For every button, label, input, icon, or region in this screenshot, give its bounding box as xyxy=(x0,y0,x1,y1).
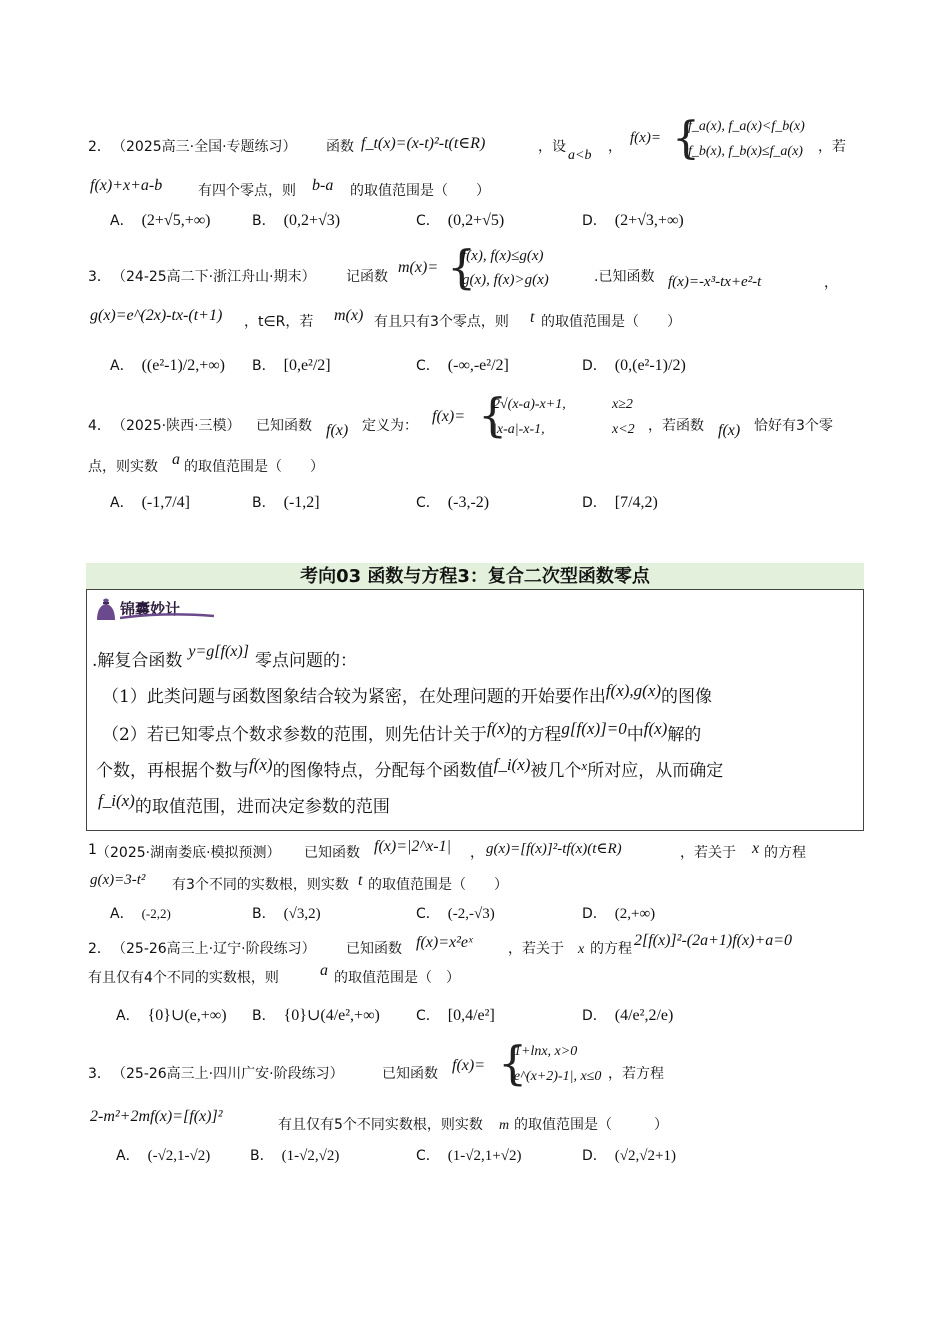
formula-g: g(x)=e^(2x)-tx-(t+1) xyxy=(90,307,223,324)
option-d[interactable]: D． (√2,√2+1) xyxy=(582,1148,676,1164)
question-text: 的取值范围是（ ） xyxy=(514,1117,668,1133)
piecewise-brace: { xyxy=(498,1036,528,1090)
option-b[interactable]: B． (1-√2,√2) xyxy=(250,1148,340,1164)
piecewise-cond-1: x≥2 xyxy=(612,397,633,412)
question-source: （2025高三·全国·专题练习） xyxy=(112,139,297,155)
formula-g: g(x)=[f(x)]²-tf(x)(t∈R) xyxy=(486,841,622,857)
piecewise-line-1: f_a(x), f_a(x)<f_b(x) xyxy=(688,119,805,134)
formula-line2: g(x)=3-t² xyxy=(90,872,146,888)
question-number: 4． xyxy=(88,418,111,434)
question-text: 记函数 xyxy=(346,269,388,285)
option-c[interactable]: C． [0,4/e²] xyxy=(416,1007,495,1024)
formula-f: f(x)=-x³-tx+e²-t xyxy=(668,274,762,290)
option-d[interactable]: D． (2,+∞) xyxy=(582,906,656,922)
question-text: ，t∈R，若 xyxy=(244,314,314,330)
formula-x: x xyxy=(752,840,760,857)
question-text: ， xyxy=(470,845,484,861)
formula-m-lhs: m(x)= xyxy=(398,259,439,276)
tip-line-3: （2）若已知零点个数求参数的范围，则先估计关于f(x)的方程g[f(x)]=0中f(x)解的 xyxy=(102,719,702,745)
formula-line2: f(x)+x+a-b xyxy=(90,177,163,194)
option-c[interactable]: C． (-2,-√3) xyxy=(416,906,495,922)
question-text: ，若关于 xyxy=(680,845,736,861)
formula-equation: 2[f(x)]²-(2a+1)f(x)+a=0 xyxy=(634,932,793,949)
formula-a: a xyxy=(172,451,180,468)
formula-f-lhs: f(x)= xyxy=(630,130,661,146)
option-d[interactable]: D． (0,(e²-1)/2) xyxy=(582,357,686,374)
question-text: ，若函数 xyxy=(648,418,704,434)
question-text: 定义为： xyxy=(362,418,418,434)
question-text: ，设 xyxy=(538,139,566,155)
question-text: 点，则实数 xyxy=(88,459,158,475)
section-title: 考向03 函数与方程3：复合二次型函数零点 xyxy=(86,563,864,589)
question-text: ，若方程 xyxy=(608,1066,664,1082)
option-d[interactable]: D． (2+√3,+∞) xyxy=(582,212,684,229)
option-c[interactable]: C． (1-√2,1+√2) xyxy=(416,1148,522,1164)
formula-a: a xyxy=(320,962,328,979)
option-b[interactable]: B． [0,e²/2] xyxy=(252,357,331,374)
option-b[interactable]: B． (-1,2] xyxy=(252,494,320,511)
piecewise-line-2: f_b(x), f_b(x)≤f_a(x) xyxy=(688,144,803,159)
piecewise-brace: { xyxy=(478,388,508,442)
formula-t: t xyxy=(530,309,535,326)
formula-f-lhs: f(x)= xyxy=(452,1057,485,1074)
question-source: （24-25高二下·浙江舟山·期末） xyxy=(112,269,316,285)
option-c[interactable]: C． (-∞,-e²/2] xyxy=(416,357,509,374)
tip-line-1: .解复合函数 y=g[f(x)] 零点问题的： xyxy=(92,642,357,671)
formula-fx: f(x) xyxy=(718,422,741,439)
option-a[interactable]: A． (-√2,1-√2) xyxy=(116,1148,211,1164)
piecewise-expr-2: |x-a|-x-1, xyxy=(493,422,545,437)
question-text: ， xyxy=(608,139,622,155)
question-text: 的取值范围是（ ） xyxy=(368,877,508,893)
question-text: 恰好有3个零 xyxy=(754,418,833,434)
formula-m: m(x) xyxy=(334,307,364,324)
piecewise-brace: { xyxy=(447,240,477,294)
question-source: （25-26高三上·辽宁·阶段练习） xyxy=(112,941,316,957)
question-text: ， xyxy=(824,275,838,291)
logo-text: 锦囊妙计 xyxy=(120,600,181,618)
question-text: ，若 xyxy=(818,139,846,155)
question-text: 的取值范围是（ ） xyxy=(541,314,681,330)
tip-line-2: （1）此类问题与函数图象结合较为紧密，在处理问题的开始要作出f(x),g(x)的图像 xyxy=(102,681,713,707)
question-source: （25-26高三上·四川广安·阶段练习） xyxy=(112,1066,344,1082)
formula-f: f(x)=|2^x-1| xyxy=(374,838,451,855)
formula-fx: f(x) xyxy=(326,422,349,439)
piecewise-line-2: |e^(x+2)-1|, x≤0 xyxy=(510,1069,602,1084)
option-a[interactable]: A． {0}∪(e,+∞) xyxy=(116,1007,227,1024)
tip-line-5: f_i(x)的取值范围，进而决定参数的范围 xyxy=(98,791,390,817)
formula-t: t xyxy=(358,872,363,889)
formula-m: m xyxy=(499,1118,510,1133)
option-b[interactable]: B． {0}∪(4/e²,+∞) xyxy=(252,1007,380,1024)
question-number: 1 xyxy=(88,842,97,858)
question-source: （2025·湖南娄底·模拟预测） xyxy=(96,845,281,861)
option-d[interactable]: D． (4/e²,2/e) xyxy=(582,1007,674,1024)
question-number: 2． xyxy=(88,139,111,155)
piecewise-line-1: f(x), f(x)≤g(x) xyxy=(462,248,544,264)
money-bag-icon xyxy=(94,593,218,623)
question-number: 3． xyxy=(88,1066,111,1082)
option-c[interactable]: C． (0,2+√5) xyxy=(416,212,505,229)
question-text: 已知函数 xyxy=(256,418,312,434)
question-text: 的方程 xyxy=(590,941,632,957)
question-text: 有3个不同的实数根，则实数 xyxy=(172,877,349,893)
option-a[interactable]: A． (2+√5,+∞) xyxy=(110,212,211,229)
tip-line-4: 个数，再根据个数与f(x)的图像特点，分配每个函数值f_i(x)被几个$^x$所对应，从而确定 xyxy=(96,755,724,781)
option-a[interactable]: A． (-2,2) xyxy=(110,906,171,922)
formula-f-lhs: f(x)= xyxy=(432,408,465,425)
option-a[interactable]: A． (-1,7/4] xyxy=(110,494,191,511)
piecewise-line-1: 1+lnx, x>0 xyxy=(514,1044,578,1059)
option-a[interactable]: A． ((e²-1)/2,+∞) xyxy=(110,357,225,374)
question-text: 函数 xyxy=(326,139,354,155)
question-text: 有且仅有5个不同实数根，则实数 xyxy=(278,1117,483,1133)
piecewise-expr-1: 2√(x-a)-x+1, xyxy=(493,397,566,412)
question-text: 的取值范围是（ ） xyxy=(350,183,490,199)
formula-line2: 2-m²+2mf(x)=[f(x)]² xyxy=(90,1108,223,1125)
option-c[interactable]: C． (-3,-2) xyxy=(416,494,490,511)
formula-ft: f_t(x)=(x-t)²-t(t∈R) xyxy=(361,135,486,152)
question-text: 已知函数 xyxy=(382,1066,438,1082)
piecewise-cond-2: x<2 xyxy=(612,422,635,437)
question-text: ，若关于 xyxy=(508,941,564,957)
question-number: 2． xyxy=(88,941,111,957)
tip-logo xyxy=(94,593,218,623)
piecewise-brace: { xyxy=(672,113,700,164)
question-text: 有且只有3个零点，则 xyxy=(374,314,509,330)
option-b[interactable]: B． (0,2+√3) xyxy=(252,212,341,229)
question-text: 有四个零点，则 xyxy=(198,183,296,199)
question-text: 的取值范围是（ ） xyxy=(334,970,460,986)
option-d[interactable]: D． [7/4,2) xyxy=(582,494,658,511)
question-text: 的方程 xyxy=(764,845,806,861)
formula-f: f(x)=x²eˣ xyxy=(416,934,473,951)
formula-x: x xyxy=(578,942,585,957)
question-text: 已知函数 xyxy=(346,941,402,957)
formula-b-minus-a: b-a xyxy=(312,177,334,194)
question-text: .已知函数 xyxy=(594,269,655,285)
question-source: （2025·陕西·三模） xyxy=(112,418,241,434)
question-text: 有且仅有4个不同的实数根，则 xyxy=(88,970,279,986)
formula-a-lt-b: a<b xyxy=(568,148,592,163)
option-b[interactable]: B． (√3,2) xyxy=(252,906,321,922)
question-number: 3． xyxy=(88,269,111,285)
question-text: 的取值范围是（ ） xyxy=(184,459,324,475)
piecewise-line-2: g(x), f(x)>g(x) xyxy=(462,272,549,288)
question-text: 已知函数 xyxy=(304,845,360,861)
